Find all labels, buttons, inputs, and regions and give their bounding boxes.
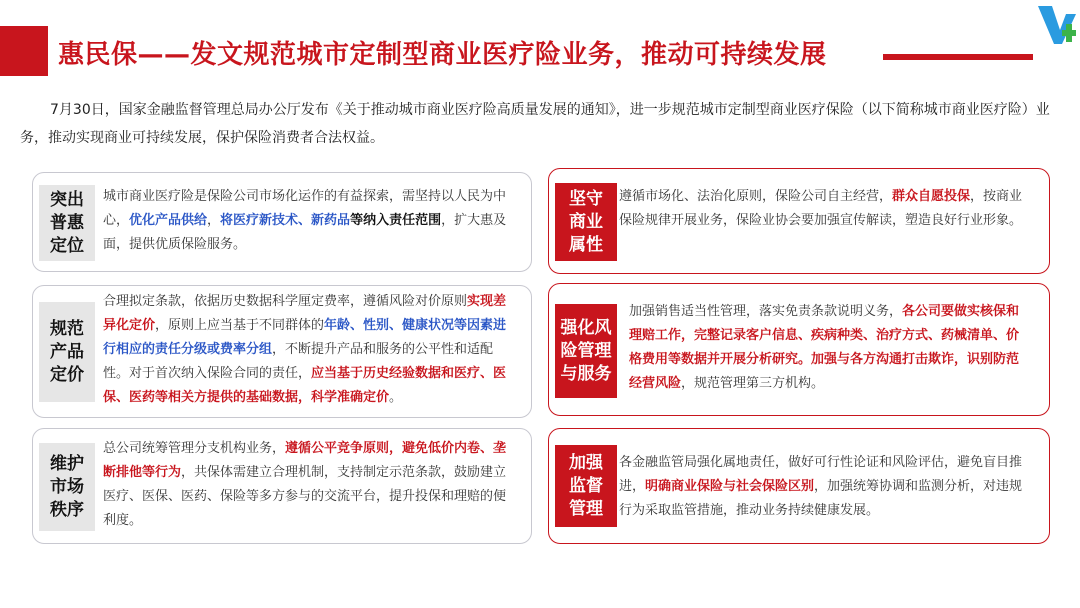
brand-logo-icon	[1032, 0, 1080, 48]
card-text	[619, 185, 1031, 233]
body-text: ，原则上应当基于不同群体的	[155, 318, 325, 333]
card-tag: 坚守 商业 属性	[555, 183, 617, 261]
body-text: 。	[389, 390, 403, 405]
highlight-text: 年龄、性别、健康状况等因素进行相应的责任分级或费率分组	[103, 318, 507, 357]
highlight-text: 等纳入责任范围	[350, 213, 442, 228]
highlight-text: 应当基于历史经验数据和医疗、医保、医药等相关方提供的基础数据，科学准确定价	[103, 366, 507, 405]
highlight-text: 明确商业保险与社会保险区别	[645, 479, 815, 494]
highlight-text: 将医疗新技术、新药品	[220, 213, 351, 228]
intro-text: 7月30日，国家金融监督管理总局办公厅发布《关于推动城市商业医疗险高质量发展的通知》，进一步规范城市定制型商业医疗保险（以下简称城市商业医疗险）业务，推动实现商业可持续发展，保护保险消费者合法权益。	[20, 102, 1050, 146]
card-text	[619, 451, 1031, 523]
card-text	[103, 290, 513, 410]
body-text: ，规范管理第三方机构。	[681, 376, 825, 391]
card-tag: 维护 市场 秩序	[39, 443, 95, 531]
card-product-pricing	[32, 285, 532, 418]
highlight-text: 群众自愿投保	[892, 189, 971, 204]
body-text: 城市商业医疗险是保险公司市场化运作的有益探索，需坚持以人民为中心，	[103, 189, 507, 228]
body-text: ，不断提升产品和服务的公平性和适配性。对于首次纳入保险合同的责任，	[103, 342, 494, 381]
body-text: 加强销售适当性管理，落实免责条款说明义务，	[629, 304, 903, 319]
highlight-text: 遵循公平竞争原则，避免低价内卷、垄断排他等行为	[103, 441, 507, 480]
body-text: 总公司统筹管理分支机构业务，	[103, 441, 286, 456]
body-text: ，	[207, 213, 221, 228]
body-text: 遵循市场化、法治化原则，保险公司自主经营，	[619, 189, 893, 204]
body-text: ，加强统筹协调和监测分析，对违规行为采取监管措施，推动业务持续健康发展。	[619, 479, 1023, 518]
card-risk-management	[548, 283, 1050, 416]
body-text: ，共保体需建立合理机制，支持制定示范条款，鼓励建立医疗、医保、医药、保险等多方参与的交流平台，提升投保和理赔的便利度。	[103, 465, 507, 528]
card-market-order	[32, 428, 532, 544]
highlight-text: 优化产品供给	[129, 213, 208, 228]
body-text: 各金融监管局强化属地责任，做好可行性论证和风险评估，避免盲目推进，	[619, 455, 1023, 494]
title-accent-block	[0, 26, 48, 76]
card-text	[103, 437, 513, 533]
card-tag: 强化风 险管理 与服务	[555, 304, 617, 398]
intro-paragraph	[20, 96, 1060, 152]
card-tag: 规范 产品 定价	[39, 302, 95, 402]
highlight-text: 各公司要做实核保和理赔工作，完整记录客户信息、疾病种类、治疗方式、药械清单、价格费用等数据并开展分析研究。加强与各方沟通打击欺诈，识别防范经营风险	[629, 304, 1020, 391]
card-tag: 加强 监督 管理	[555, 445, 617, 527]
body-text: 合理拟定条款，依据历史数据科学厘定费率，遵循风险对价原则	[103, 294, 468, 309]
card-commercial-attribute	[548, 168, 1050, 274]
body-text: ，按商业保险规律开展业务，保险业协会要加强宣传解读，塑造良好行业形象。	[619, 189, 1023, 228]
card-inclusive-positioning	[32, 172, 532, 272]
body-text: ，扩大惠及面，提供优质保险服务。	[103, 213, 507, 252]
card-supervision	[548, 428, 1050, 544]
card-tag: 突出 普惠 定位	[39, 185, 95, 261]
title-accent-line	[883, 54, 1033, 60]
card-text	[629, 300, 1031, 396]
card-text	[103, 185, 513, 257]
page-title: 惠民保——发文规范城市定制型商业医疗险业务，推动可持续发展	[58, 40, 827, 70]
highlight-text: 实现差异化定价	[103, 294, 507, 333]
